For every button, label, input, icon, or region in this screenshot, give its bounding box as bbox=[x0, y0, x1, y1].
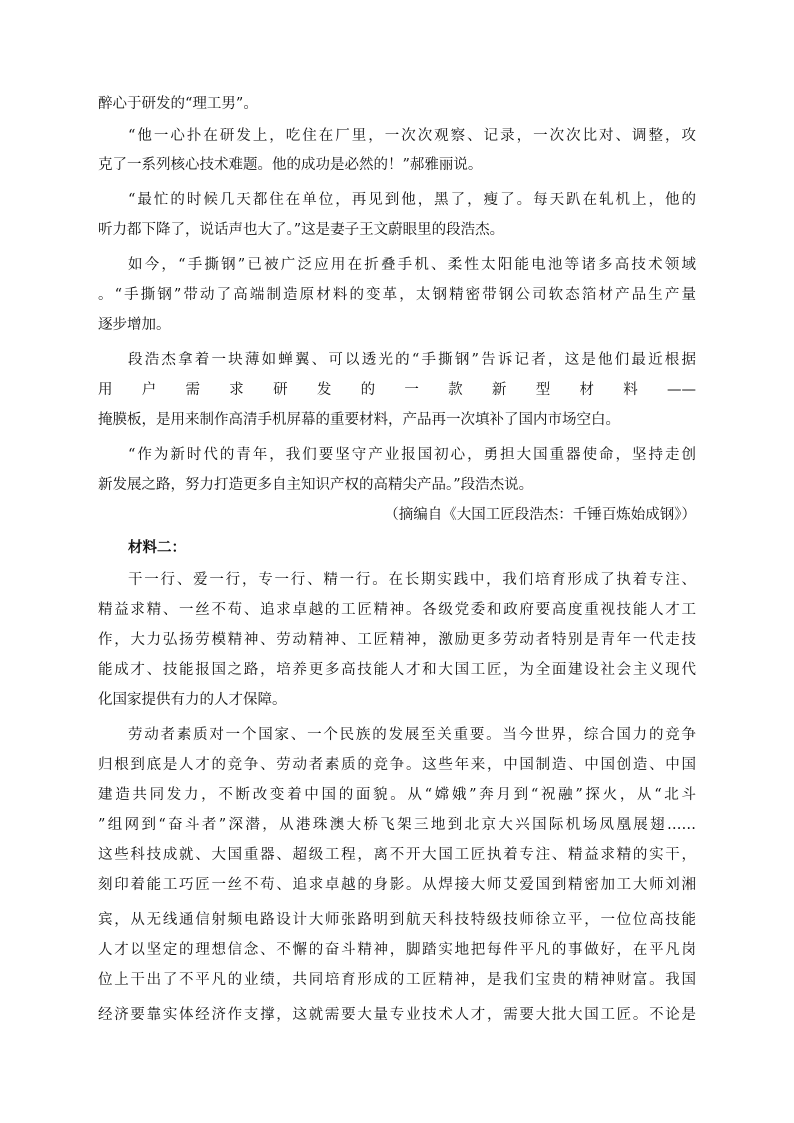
text-line: 建造共同发力，不断改变着中国的面貌。从“嫦娥”奔月到“祝融”探火，从“北斗 bbox=[98, 787, 696, 803]
section-heading: 材料二： bbox=[128, 539, 186, 556]
text-line: ”组网到“奋斗者”深潜，从港珠澳大桥飞架三地到北京大兴国际机场凤凰展翅…… bbox=[98, 817, 696, 833]
text-line: 掩膜板，是用来制作高清手机屏幕的重要材料，产品再一次填补了国内市场空白。 bbox=[98, 412, 620, 428]
text-line: 化国家提供有力的人才保障。 bbox=[98, 692, 287, 708]
text-line: “他一心扑在研发上，吃住在厂里，一次次观察、记录，一次次比对、调整，攻 bbox=[128, 128, 696, 144]
text-line: 宾，从无线通信射频电路设计大师张路明到航天科技特级技师徐立平，一位位高技能 bbox=[98, 912, 696, 928]
text-line: 这些科技成就、大国重器、超级工程，离不开大国工匠执着专注、精益求精的实干， bbox=[98, 847, 696, 863]
text-line: 干一行、爱一行，专一行、精一行。在长期实践中，我们培育形成了执着专注、 bbox=[128, 572, 696, 588]
text-line: 归根到底是人才的竞争、劳动者素质的竞争。这些年来，中国制造、中国创造、中国 bbox=[98, 757, 696, 773]
text-line: “作为新时代的青年，我们要坚守产业报国初心，勇担大国重器使命，坚持走创 bbox=[128, 447, 696, 463]
text-line: 人才以坚定的理想信念、不懈的奋斗精神，脚踏实地把每件平凡的事做好，在平凡岗 bbox=[98, 942, 696, 958]
text-line: 。“手撕钢”带动了高端制造原材料的变革，太钢精密带钢公司软态箔材产品生产量 bbox=[98, 287, 696, 303]
source-citation: （摘编自《大国工匠段浩杰：千锤百炼始成钢》） bbox=[384, 507, 696, 523]
text-line: 作，大力弘扬劳模精神、劳动精神、工匠精神，激励更多劳动者特别是青年一代走技 bbox=[98, 632, 696, 648]
text-line: 经济要靠实体经济作支撑，这就需要大量专业技术人才，需要大批大国工匠。不论是 bbox=[98, 1007, 696, 1023]
text-line: 能成才、技能报国之路，培养更多高技能人才和大国工匠，为全面建设社会主义现代 bbox=[98, 662, 696, 678]
text-line: 逐步增加。 bbox=[98, 317, 171, 333]
text-line: 用户需求研发的一款新型材料—— bbox=[98, 382, 696, 398]
text-line: 劳动者素质对一个国家、一个民族的发展至关重要。当今世界，综合国力的竞争 bbox=[128, 727, 696, 743]
text-line: 克了一系列核心技术难题。他的成功是必然的！”郝雅丽说。 bbox=[98, 157, 483, 173]
text-line: 精益求精、一丝不苟、追求卓越的工匠精神。各级党委和政府要高度重视技能人才工 bbox=[98, 602, 696, 618]
text-line: 刻印着能工巧匠一丝不苟、追求卓越的身影。从焊接大师艾爱国到精密加工大师刘湘 bbox=[98, 877, 696, 893]
text-line: 新发展之路，努力打造更多自主知识产权的高精尖产品。”段浩杰说。 bbox=[98, 477, 534, 493]
text-line: 位上干出了不平凡的业绩，共同培育形成的工匠精神，是我们宝贵的精神财富。我国 bbox=[98, 972, 696, 988]
text-line: “最忙的时候几天都住在单位，再见到他，黑了，瘦了。每天趴在轧机上，他的 bbox=[128, 192, 696, 208]
text-line: 如今，“手撕钢”已被广泛应用在折叠手机、柔性太阳能电池等诸多高技术领域 bbox=[128, 257, 696, 273]
text-line: 醉心于研发的“理工男”。 bbox=[98, 96, 258, 112]
text-line: 段浩杰拿着一块薄如蝉翼、可以透光的“手撕钢”告诉记者，这是他们最近根据 bbox=[128, 352, 696, 368]
text-line: 听力都下降了，说话声也大了。”这是妻子王文蔚眼里的段浩杰。 bbox=[98, 222, 505, 238]
